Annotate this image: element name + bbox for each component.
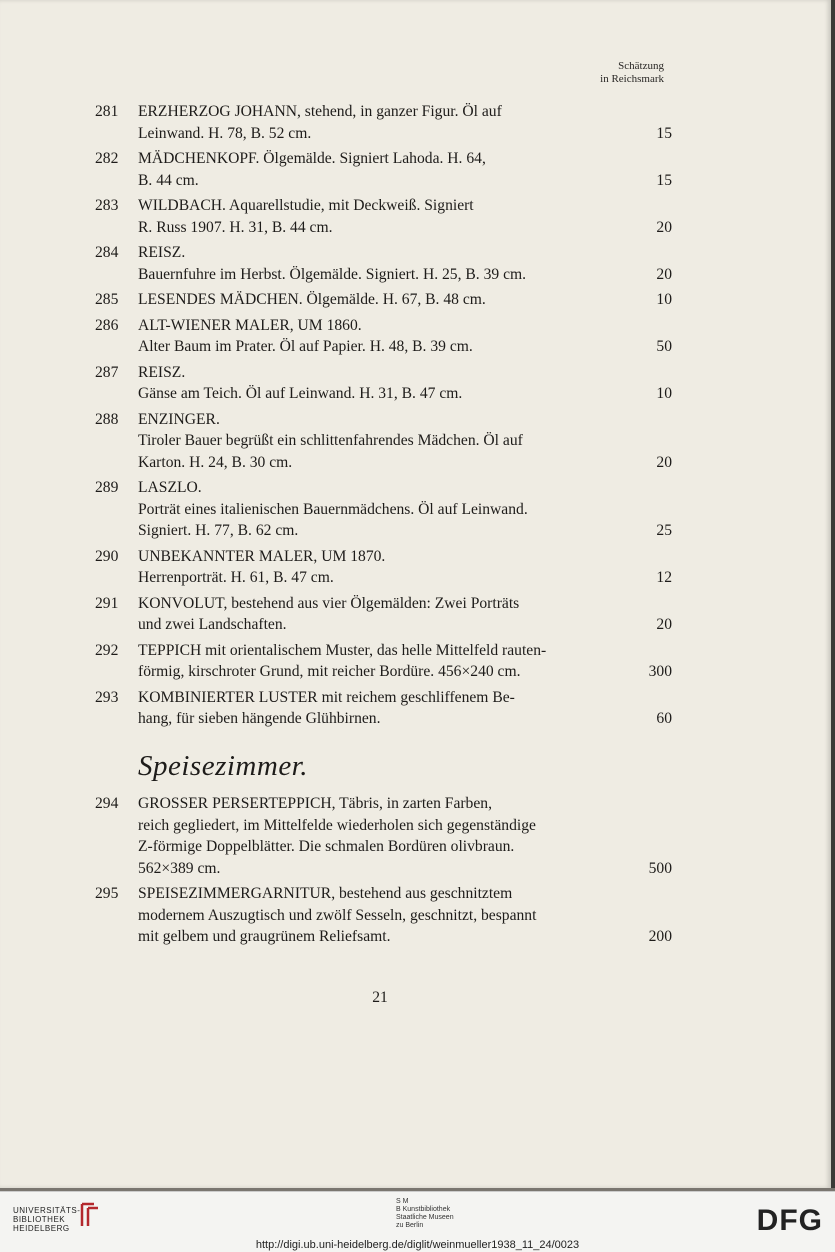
description-line: LASZLO. xyxy=(138,479,202,496)
description-line: TEPPICH mit orientalischem Muster, das helle Mittelfeld rauten- xyxy=(138,641,547,659)
entry-list-main xyxy=(95,101,680,730)
catalogue-entry xyxy=(95,477,680,542)
lot-number: 281 xyxy=(95,103,119,120)
catalogue-entry xyxy=(95,409,680,474)
catalogue-entry xyxy=(95,883,680,948)
description-line: mit gelbem und graugrünem Reliefsamt. xyxy=(138,928,391,945)
lot-description xyxy=(138,289,616,311)
estimate-price: 15 xyxy=(656,124,672,142)
catalogue-entry xyxy=(95,687,680,730)
description-line: UNBEKANNTER MALER, UM 1870. xyxy=(138,547,386,565)
lot-number: 287 xyxy=(95,363,119,381)
description-line: R. Russ 1907. H. 31, B. 44 cm. xyxy=(138,218,333,236)
library-name-line-1: UNIVERSITÄTS- xyxy=(13,1206,81,1215)
estimate-price: 200 xyxy=(648,928,672,945)
lot-description xyxy=(138,195,616,238)
lot-number: 283 xyxy=(95,197,119,214)
price-column-header xyxy=(600,60,664,86)
partner-line-1: S M xyxy=(396,1198,409,1205)
catalogue-entry xyxy=(95,793,680,879)
header-line-1: Schätzung xyxy=(618,60,664,72)
source-url-link[interactable]: http://digi.ub.uni-heidelberg.de/diglit/weinmueller1938_11_24/0023 xyxy=(255,1239,580,1251)
partner-line-2: B Kunstbibliothek xyxy=(396,1206,451,1213)
description-line: hang, für sieben hängende Glühbirnen. xyxy=(138,710,381,727)
description-line: Karton. H. 24, B. 30 cm. xyxy=(138,453,293,471)
section-heading: Speisezimmer. xyxy=(138,749,309,782)
library-name-line-3: HEIDELBERG xyxy=(13,1224,70,1233)
description-line: ENZINGER. xyxy=(138,410,220,428)
catalogue-entries xyxy=(95,101,680,952)
partner-line-3: Staatliche Museen xyxy=(396,1214,454,1221)
catalogue-entry xyxy=(95,242,680,285)
lot-description xyxy=(138,546,616,589)
description-line: Porträt eines italienischen Bauernmädchens. Öl auf Leinwand. xyxy=(138,500,528,518)
estimate-price: 20 xyxy=(656,265,672,283)
header-line-2: in Reichsmark xyxy=(600,73,664,85)
description-line: Gänse am Teich. Öl auf Leinwand. H. 31, B. 47 cm. xyxy=(138,385,463,402)
description-line: Signiert. H. 77, B. 62 cm. xyxy=(138,522,299,539)
description-line: SPEISEZIMMERGARNITUR, bestehend aus geschnitztem xyxy=(138,885,513,902)
catalogue-entry xyxy=(95,289,680,311)
lot-description xyxy=(138,362,616,405)
lot-number: 282 xyxy=(95,150,119,167)
lot-number: 292 xyxy=(95,641,119,659)
lot-description xyxy=(138,242,616,285)
description-line: ALT-WIENER MALER, UM 1860. xyxy=(138,316,362,334)
description-line: modernem Auszugtisch und zwölf Sesseln, geschnitzt, bespannt xyxy=(138,906,537,924)
catalogue-entry xyxy=(95,546,680,589)
lot-description xyxy=(138,477,616,542)
page-number: 21 xyxy=(372,989,388,1006)
lot-description xyxy=(138,101,616,144)
description-line: Leinwand. H. 78, B. 52 cm. xyxy=(138,124,312,142)
description-line: und zwei Landschaften. xyxy=(138,616,287,633)
library-name-line-2: BIBLIOTHEK xyxy=(13,1215,66,1224)
partner-line-4: zu Berlin xyxy=(396,1222,424,1229)
catalogue-entry xyxy=(95,101,680,144)
description-line: KOMBINIERTER LUSTER mit reichem geschliffenem Be- xyxy=(138,688,515,706)
estimate-price: 50 xyxy=(656,338,672,355)
description-line: Tiroler Bauer begrüßt ein schlittenfahrendes Mädchen. Öl auf xyxy=(138,432,523,449)
dfg-logo: DFG xyxy=(756,1204,823,1237)
description-line: WILDBACH. Aquarellstudie, mit Deckweiß. Signiert xyxy=(138,197,474,214)
description-line: B. 44 cm. xyxy=(138,171,199,189)
description-line: ERZHERZOG JOHANN, stehend, in ganzer Figur. Öl auf xyxy=(138,103,502,120)
catalogue-entry xyxy=(95,148,680,191)
catalogue-entry xyxy=(95,362,680,405)
estimate-price: 500 xyxy=(648,859,672,877)
estimate-price: 12 xyxy=(656,569,672,586)
estimate-price: 20 xyxy=(656,218,672,236)
estimate-price: 300 xyxy=(648,663,672,680)
lot-description xyxy=(138,315,616,358)
lot-number: 289 xyxy=(95,479,119,496)
lot-description xyxy=(138,793,616,879)
partner-info xyxy=(396,1198,454,1230)
lot-description xyxy=(138,593,616,636)
lot-number: 288 xyxy=(95,410,119,428)
description-line: Z-förmige Doppelblätter. Die schmalen Bordüren olivbraun. xyxy=(138,838,515,855)
lot-number: 285 xyxy=(95,291,119,308)
lot-number: 284 xyxy=(95,244,119,261)
estimate-price: 10 xyxy=(656,385,672,402)
description-line: REISZ. xyxy=(138,244,186,261)
catalogue-entry xyxy=(95,315,680,358)
library-logo-icon xyxy=(78,1202,100,1228)
description-line: Alter Baum im Prater. Öl auf Papier. H. 48, B. 39 cm. xyxy=(138,338,473,355)
description-line: reich gegliedert, im Mittelfelde wiederholen sich gegenständige xyxy=(138,816,536,834)
description-line: REISZ. xyxy=(138,363,186,381)
estimate-price: 20 xyxy=(656,453,672,471)
description-line: Herrenporträt. H. 61, B. 47 cm. xyxy=(138,569,334,586)
lot-number: 294 xyxy=(95,795,119,812)
description-line: förmig, kirschroter Grund, mit reicher Bordüre. 456×240 cm. xyxy=(138,663,521,680)
description-line: 562×389 cm. xyxy=(138,859,221,877)
catalogue-entry xyxy=(95,195,680,238)
lot-number: 293 xyxy=(95,688,119,706)
entry-list-dining-room xyxy=(95,793,680,948)
catalogue-entry xyxy=(95,593,680,636)
description-line: LESENDES MÄDCHEN. Ölgemälde. H. 67, B. 48 cm. xyxy=(138,291,486,308)
lot-number: 291 xyxy=(95,594,119,612)
library-name xyxy=(13,1206,80,1233)
description-line: KONVOLUT, bestehend aus vier Ölgemälden: Zwei Porträts xyxy=(138,594,520,612)
page-edge xyxy=(831,0,835,1188)
description-line: MÄDCHENKOPF. Ölgemälde. Signiert Lahoda. H. 64, xyxy=(138,150,486,167)
estimate-price: 10 xyxy=(656,291,672,308)
lot-description xyxy=(138,883,616,948)
lot-number: 286 xyxy=(95,316,119,334)
lot-description xyxy=(138,687,616,730)
catalogue-entry xyxy=(95,640,680,683)
lot-description xyxy=(138,409,616,474)
estimate-price: 15 xyxy=(656,171,672,189)
lot-description xyxy=(138,640,616,683)
estimate-price: 20 xyxy=(656,616,672,633)
estimate-price: 25 xyxy=(656,522,672,539)
description-line: GROSSER PERSERTEPPICH, Täbris, in zarten Farben, xyxy=(138,795,492,812)
lot-number: 290 xyxy=(95,547,119,565)
digitization-footer xyxy=(0,1191,835,1252)
lot-number: 295 xyxy=(95,885,119,902)
description-line: Bauernfuhre im Herbst. Ölgemälde. Signiert. H. 25, B. 39 cm. xyxy=(138,265,527,283)
lot-description xyxy=(138,148,616,191)
estimate-price: 60 xyxy=(656,710,672,727)
